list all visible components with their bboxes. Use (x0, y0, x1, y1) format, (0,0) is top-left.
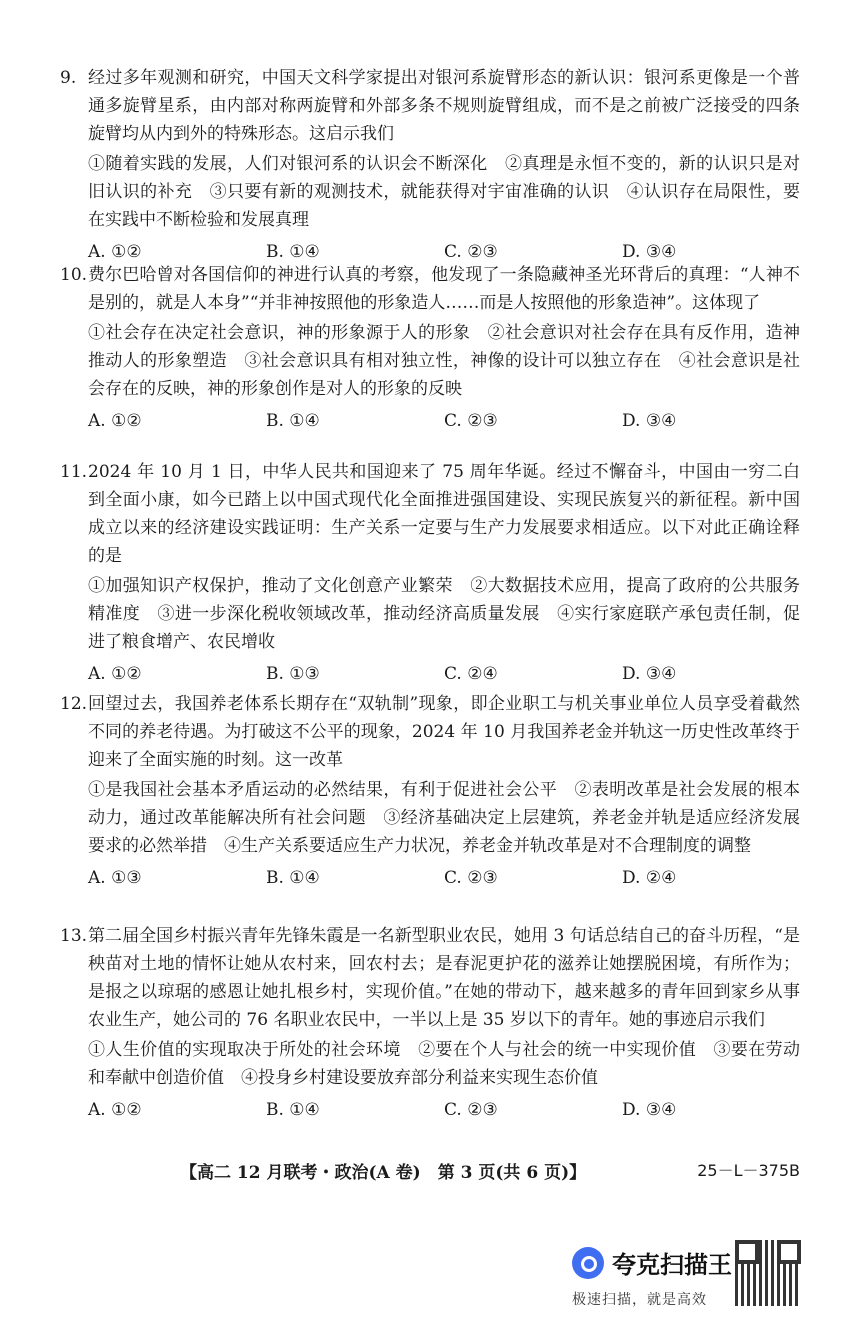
scanner-slogan: 极速扫描，就是高效 (572, 1292, 707, 1308)
choice-c: C. ②③ (444, 242, 498, 262)
question-9 (60, 64, 800, 266)
question-options: ①人生价值的实现取决于所处的社会环境 ②要在个人与社会的统一中实现价值 ③要在劳动和奉献中创造价值 ④投身乡村建设要放弃部分利益来实现生态价值 (88, 1040, 800, 1088)
question-10 (60, 261, 800, 435)
answer-choices (88, 660, 800, 688)
question-12 (60, 690, 800, 892)
question-11 (60, 458, 800, 688)
question-number: 12. (60, 694, 88, 714)
answer-choices (88, 407, 800, 435)
choice-b: B. ①④ (266, 1100, 320, 1120)
exam-code: 25－L－375B (697, 1161, 800, 1180)
question-number: 9. (60, 68, 77, 88)
question-stem: 2024 年 10 月 1 日，中华人民共和国迎来了 75 周年华诞。经过不懈奋斗，中国由一穷二白到全面小康，如今已踏上以中国式现代化全面推进强国建设、实现民族复兴的新征程。新中国成立以来的经济建设实践证明：生产关系一定要与生产力发展要求相适应。以下对此正确诠释的是 (88, 462, 800, 566)
choice-a: A. ①② (88, 411, 142, 431)
qr-code-icon (735, 1240, 801, 1306)
choice-c: C. ②③ (444, 1100, 498, 1120)
choice-d: D. ③④ (622, 411, 677, 431)
question-options: ①加强知识产权保护，推动了文化创意产业繁荣 ②大数据技术应用，提高了政府的公共服务精准度 ③进一步深化税收领域改革，推动经济高质量发展 ④实行家庭联产承包责任制，促进了粮食增产、农民增收 (88, 576, 800, 652)
question-options: ①随着实践的发展，人们对银河系的认识会不断深化 ②真理是永恒不变的，新的认识只是对旧认识的补充 ③只要有新的观测技术，就能获得对宇宙准确的认识 ④认识存在局限性，要在实践中不断检验和发展真理 (88, 154, 800, 230)
choice-b: B. ①④ (266, 242, 320, 262)
choice-d: D. ②④ (622, 868, 677, 888)
question-stem: 回望过去，我国养老体系长期存在“双轨制”现象，即企业职工与机关事业单位人员享受着截然不同的养老待遇。为打破这不公平的现象，2024 年 10 月我国养老金并轨这一历史性改革终于迎来了全面实施的时刻。这一改革 (88, 694, 800, 770)
choice-d: D. ③④ (622, 242, 677, 262)
question-13 (60, 922, 800, 1124)
question-stem: 经过多年观测和研究，中国天文科学家提出对银河系旋臂形态的新认识：银河系更像是一个普通多旋臂星系，由内部对称两旋臂和外部多条不规则旋臂组成，而不是之前被广泛接受的四条旋臂均从内到外的特殊形态。这启示我们 (88, 68, 800, 144)
choice-a: A. ①③ (88, 868, 142, 888)
footer-title: 【高二 12 月联考・政治(A 卷) 第 3 页(共 6 页)】 (180, 1163, 587, 1183)
choice-c: C. ②③ (444, 868, 498, 888)
choice-b: B. ①③ (266, 664, 320, 684)
choice-d: D. ③④ (622, 664, 677, 684)
choice-b: B. ①④ (266, 868, 320, 888)
question-number: 10. (60, 265, 88, 285)
question-options: ①是我国社会基本矛盾运动的必然结果，有利于促进社会公平 ②表明改革是社会发展的根本动力，通过改革能解决所有社会问题 ③经济基础决定上层建筑，养老金并轨是适应经济发展要求的必然举措 ④生产关系要适应生产力状况，养老金并轨改革是对不合理制度的调整 (88, 780, 800, 856)
choice-c: C. ②③ (444, 411, 498, 431)
question-number: 13. (60, 926, 88, 946)
answer-choices (88, 864, 800, 892)
answer-choices (88, 1096, 800, 1124)
scanner-logo-icon (572, 1247, 604, 1279)
choice-d: D. ③④ (622, 1100, 677, 1120)
page-footer (180, 1158, 800, 1183)
choice-a: A. ①② (88, 242, 142, 262)
scanner-brand: 夸克扫描王 (612, 1251, 732, 1279)
choice-c: C. ②④ (444, 664, 498, 684)
scanner-watermark (572, 1243, 842, 1313)
question-stem: 第二届全国乡村振兴青年先锋朱霞是一名新型职业农民，她用 3 句话总结自己的奋斗历程，“是秧苗对土地的情怀让她从农村来，回农村去；是春泥更护花的滋养让她摆脱困境，有所作为；是报之以琼琚的感恩让她扎根乡村，实现价值。”在她的带动下，越来越多的青年回到家乡从事农业生产，她公司的 76 名职业农民中，一半以上是 35 岁以下的青年。她的事迹启示我们 (88, 926, 800, 1030)
question-options: ①社会存在决定社会意识，神的形象源于人的形象 ②社会意识对社会存在具有反作用，造神推动人的形象塑造 ③社会意识具有相对独立性，神像的设计可以独立存在 ④社会意识是社会存在的反映，神的形象创作是对人的形象的反映 (88, 323, 800, 399)
choice-b: B. ①④ (266, 411, 320, 431)
question-number: 11. (60, 462, 88, 482)
choice-a: A. ①② (88, 1100, 142, 1120)
question-stem: 费尔巴哈曾对各国信仰的神进行认真的考察，他发现了一条隐藏神圣光环背后的真理：“人神不是别的，就是人本身”“并非神按照他的形象造人……而是人按照他的形象造神”。这体现了 (88, 265, 800, 313)
choice-a: A. ①② (88, 664, 142, 684)
